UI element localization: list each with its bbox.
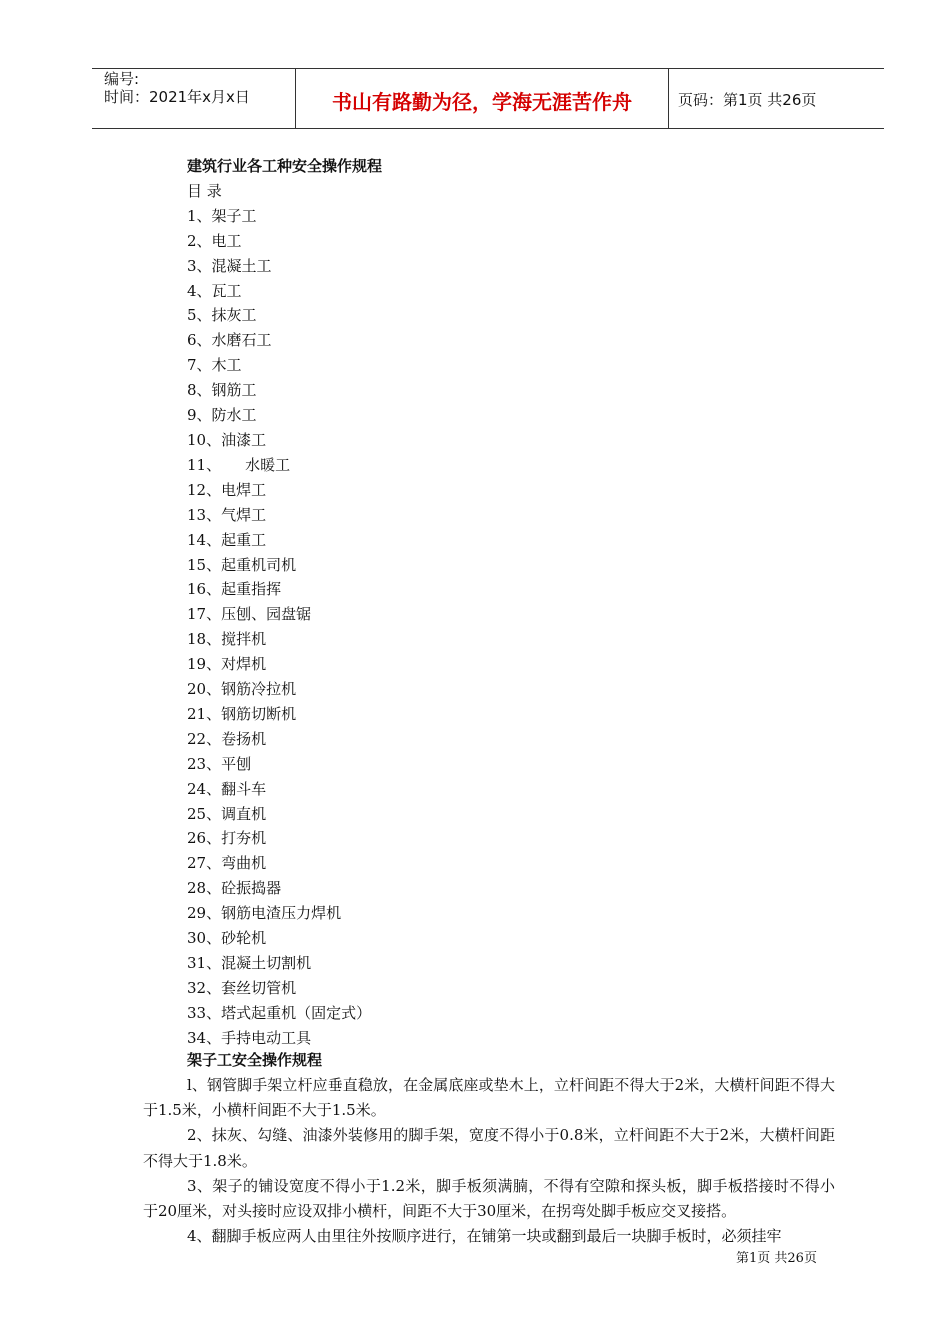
header-top-rule [92, 68, 884, 69]
toc-item: 31、混凝土切割机 [187, 954, 312, 972]
toc-item: 3、混凝土工 [187, 256, 272, 275]
toc-item: 25、调直机 [187, 804, 267, 823]
document-body [187, 154, 382, 1051]
toc-item: 24、翻斗车 [187, 779, 267, 798]
table-of-contents [187, 204, 382, 1051]
toc-item: 18、搅拌机 [187, 630, 267, 649]
toc-item: 8、钢筋工 [187, 381, 257, 400]
toc-item: 28、砼振捣器 [187, 879, 282, 898]
header-bottom-rule [92, 128, 884, 129]
toc-item: 32、套丝切管机 [187, 978, 297, 997]
toc-item: 13、气焊工 [187, 505, 267, 524]
toc-item: 5、抹灰工 [187, 306, 257, 325]
toc-item: 22、卷扬机 [187, 729, 267, 748]
header-meta [104, 70, 250, 106]
header-page-number: 页码：第1页 共26页 [678, 91, 817, 109]
paragraph: l、钢管脚手架立杆应垂直稳放，在金属底座或垫木上，立杆间距不得大于2米，大横杆间距不得大于1.5米，小横杆间距不大于1.5米。 [143, 1076, 835, 1120]
toc-item: 34、手持电动工具 [187, 1028, 312, 1047]
toc-item: 21、钢筋切断机 [187, 704, 297, 723]
header-divider-2 [668, 69, 669, 129]
paragraph: 4、翻脚手板应两人由里往外按顺序进行，在铺第一块或翻到最后一块脚手板时，必须挂牢 [187, 1227, 782, 1246]
toc-item: 33、塔式起重机（固定式） [187, 1003, 372, 1022]
paragraph: 3、架子的铺设宽度不得小于1.2米，脚手板须满腩，不得有空隙和探头板，脚手板搭接时不得小于20厘米，对头接时应设双排小横杆，间距不大于30厘米，在拐弯处脚手板应交叉接搭。 [143, 1176, 835, 1221]
toc-item: 27、弯曲机 [187, 854, 267, 873]
toc-item: 4、瓦工 [187, 281, 242, 300]
toc-item: 9、防水工 [187, 406, 257, 425]
document-number: 编号: [104, 70, 140, 88]
footer-page-number: 第1页 共26页 [736, 1251, 817, 1266]
toc-item: 12、电焊工 [187, 480, 267, 499]
document-title: 建筑行业各工种安全操作规程 [187, 157, 383, 175]
toc-item: 16、起重指挥 [187, 580, 282, 599]
section-title: 架子工安全操作规程 [187, 1051, 323, 1069]
toc-item: 10、油漆工 [187, 430, 267, 449]
document-time: 时间：2021年x月x日 [104, 88, 250, 106]
toc-item: 26、打夯机 [187, 829, 267, 848]
toc-item: 2、电工 [187, 231, 242, 250]
header-motto: 书山有路勤为径，学海无涯苦作舟 [332, 90, 632, 114]
toc-item: 17、压刨、园盘锯 [187, 605, 312, 624]
toc-item: 14、起重工 [187, 530, 267, 549]
toc-item: 23、平刨 [187, 754, 252, 773]
toc-item: 29、钢筋电渣压力焊机 [187, 904, 342, 923]
section-body [143, 1073, 835, 1249]
toc-item: 6、水磨石工 [187, 331, 272, 350]
toc-item: 30、砂轮机 [187, 929, 267, 948]
toc-item: 19、对焊机 [187, 655, 267, 674]
toc-heading: 目 录 [187, 181, 222, 200]
toc-item: 11、 水暖工 [187, 455, 291, 474]
toc-item: 15、起重机司机 [187, 555, 297, 574]
toc-item: 20、钢筋冷拉机 [187, 680, 297, 699]
toc-item: 1、架子工 [187, 206, 257, 225]
toc-item: 7、木工 [187, 356, 242, 375]
paragraph: 2、抹灰、勾缝、油漆外装修用的脚手架，宽度不得小于0.8米，立杆间距不大于2米，大横杆间距不得大于1.8米。 [143, 1126, 835, 1170]
